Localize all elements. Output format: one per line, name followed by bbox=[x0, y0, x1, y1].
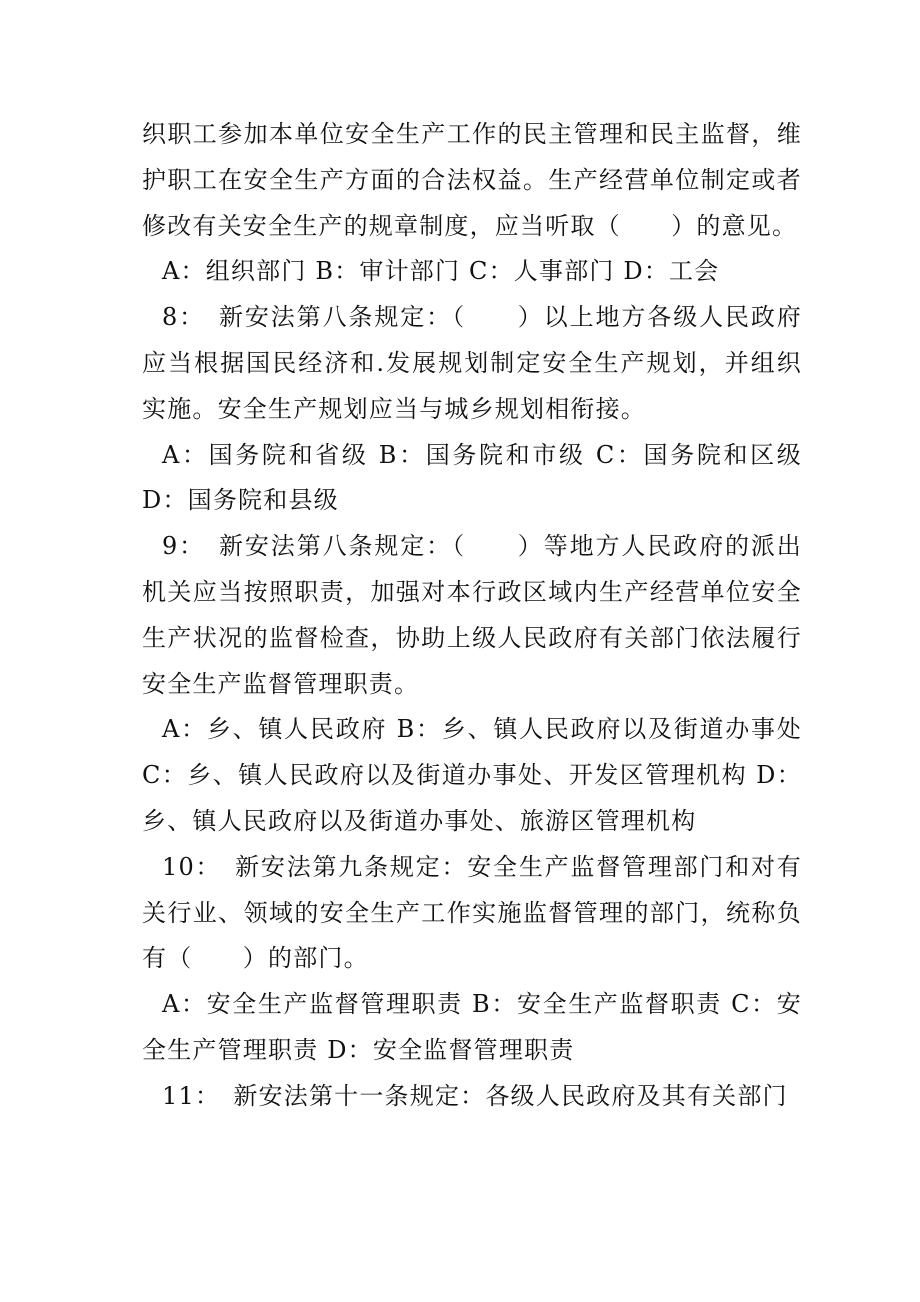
document-page bbox=[142, 112, 802, 1120]
question-11: 11： 新安法第十一条规定：各级人民政府及其有关部门 bbox=[162, 1081, 788, 1110]
question-10: 10： 新安法第九条规定：安全生产监督管理部门和对有关行业、领域的安全生产工作实施监督管理的部门，统称负有（ ）的部门。 bbox=[142, 852, 802, 973]
question-10-options: A：安全生产监督管理职责 B：安全生产监督职责 C：安全生产管理职责 D：安全监督管理职责 bbox=[142, 990, 802, 1064]
question-7-tail: 织职工参加本单位安全生产工作的民主管理和民主监督，维护职工在安全生产方面的合法权益。生产经营单位制定或者修改有关安全生产的规章制度，应当听取（ ）的意见。 bbox=[142, 120, 802, 240]
question-8-options: A：国务院和省级 B：国务院和市级 C：国务院和区级 D：国务院和县级 bbox=[142, 440, 802, 515]
question-7-options: A：组织部门 B：审计部门 C：人事部门 D：工会 bbox=[162, 257, 720, 286]
question-9: 9： 新安法第八条规定：（ ）等地方人民政府的派出机关应当按照职责，加强对本行政区域内生产经营单位安全生产状况的监督检查，协助上级人民政府有关部门依法履行安全生产监督管理职责。 bbox=[142, 532, 802, 698]
question-8: 8： 新安法第八条规定：（ ）以上地方各级人民政府应当根据国民经济和.发展规划制定安全生产规划，并组织实施。安全生产规划应当与城乡规划相衔接。 bbox=[142, 303, 802, 423]
question-9-options: A：乡、镇人民政府 B：乡、镇人民政府以及街道办事处 C：乡、镇人民政府以及街道办事处、开发区管理机构 D：乡、镇人民政府以及街道办事处、旅游区管理机构 bbox=[142, 715, 802, 835]
